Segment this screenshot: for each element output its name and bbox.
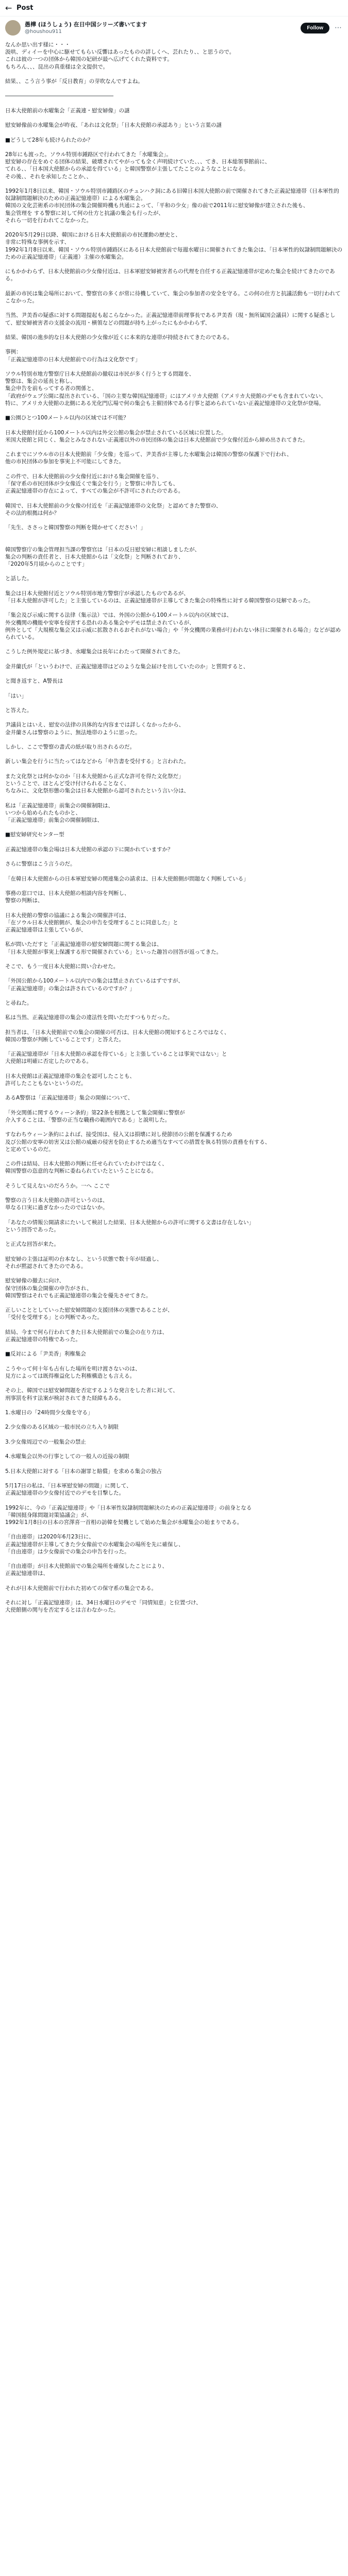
post-paragraph [5,261,343,268]
post-paragraph: さらに警察はこう言うのだ。 [5,861,76,868]
post-paragraph [5,517,343,524]
post-paragraph: 「受付を受理する」との判断であった。 [5,1314,103,1321]
post-paragraph: 正義記憶連帯が主導してきた少女像前での水曜集会の場所を先に確保し、 [5,1541,184,1548]
post-paragraph [5,71,343,78]
post-paragraph: 刑事罰を科す法案が検討されてきた経緯もある。 [5,1395,124,1401]
post-paragraph: 「外交関係に関するウィーン条約」第22条を根拠として集会開催に警察が [5,1109,185,1116]
post-paragraph [5,700,343,707]
post-paragraph [5,736,343,743]
post-paragraph: 最新の市民は集会場所において、警察官の多くが常に待機していて、集会の参加者の安全を守る。この何の仕方と抗議活動も一切行われてこなかった。 [5,290,341,304]
post-paragraph: 正義記憶連帯は、 [5,1570,48,1577]
post-paragraph [5,1190,343,1197]
avatar[interactable] [5,20,21,36]
post-paragraph [5,1578,343,1585]
post-paragraph: 単なる口実に過ぎなかったのではないか。 [5,1205,108,1211]
post-paragraph [5,1248,343,1256]
post-paragraph: 4.水曜集会以外の行事としての一般人の近接の制限 [5,1453,130,1460]
post-paragraph: 「はい」 [5,692,27,699]
post-paragraph [5,495,343,502]
post-paragraph: 正義記憶連帯の集会場は日本大使館の承認の下に開かれていますか？ [5,846,173,853]
post-paragraph: 担当者は、「日本大使館前での集会の開催の可否は、日本大使館の関知するところではなく、 [5,1029,230,1036]
post-paragraph: あるA警察は「正義記憶連帯」集会の開催について、 [5,1095,134,1101]
post-paragraph [5,794,343,802]
post-paragraph: 1992年1月8日の日本の宮澤喜一首相の訪韓を契機として始めた集会が水曜集会の始まりである。 [5,1519,243,1526]
post-paragraph: 集会の判断の責任者と、日本大使館からは「文化祭」と判断されており、 [5,553,184,560]
post-paragraph: 2.少女像のある区域の一般市民の立ち入り制限 [5,1424,119,1431]
post-paragraph: 1992年1月8日以来、韓国・ソウル特別市鍾路区にある日本大使館前で毎週水曜日に開催されてきた集会は、「日本軍性的奴隷制問題解決のための正義記憶連帯」（正義連）主催の水曜集会。 [5,246,343,260]
post-paragraph: 「自由連帯」は少女像前での集会の申告を行った。 [5,1548,130,1555]
post-paragraph: ソウル特別市地方警察庁日本大使館前の撤収は市民が多く行うとする問題を、 [5,370,195,377]
post-paragraph [5,1102,343,1109]
post-paragraph [5,1555,343,1563]
post-paragraph [5,1212,343,1219]
post-paragraph [5,100,343,107]
post-paragraph: 「正義記憶連帯」の集会は許されているのですか？」 [5,985,135,992]
post-paragraph: 日本大使館の警察の協議による集会の開催許可は、 [5,912,130,919]
post-paragraph: 日本大使館は正義記憶連帯の集会を認可したことも、 [5,1073,135,1079]
post-paragraph: こうした例外規定に基づき、水曜集会は長年にわたって開催されてきた。 [5,649,184,655]
post-paragraph [5,304,343,312]
post-paragraph [5,751,343,758]
post-paragraph [5,685,343,692]
post-paragraph: ■公園ひとつ100メートル以内の区域では不可能？ [5,415,129,421]
post-paragraph: その法的根拠は何か？ [5,510,59,516]
author-name[interactable]: 愚樺 (ほうしょう) 在日中国シリーズ書いてます [25,21,147,28]
post-paragraph: そうして見えないのだろうか。一へ ここで [5,1182,110,1189]
post-paragraph [5,1592,343,1599]
post-paragraph: すなわちウィーン条約によれば、接受国は、侵入又は損壊に対し使節団の公館を保護するため [5,1131,233,1138]
post-paragraph [5,1497,343,1504]
post-paragraph: これは彼の一つの団体から韓国の妃研が最へ広げてくれた資料です。 [5,56,173,63]
post-paragraph: 5.日本大使館に対する「日本の謝罪と賠償」を求める集会の独占 [5,1468,162,1475]
post-paragraph [5,839,343,846]
post-paragraph: 韓国警察庁の集会管理担当課の警察官は「日本の反日慰安婦に相談しましたが、 [5,546,200,553]
post-paragraph [5,1380,343,1387]
post-paragraph: ということで、ほとんど受け付けられることなく、 [5,780,130,787]
post-paragraph: ちなみに、文化祭形態の集会は日本大使館から認可されたという言い分は、 [5,788,189,794]
post-paragraph: にもかかわらず、日本大使館前の少女像付近は、日本軍慰安婦被害者らの代理を自任する正義記憶連帯が定めた集会を続けてきたのである。 [5,268,335,282]
post-paragraph: 金井蘭さんは警察のように、無法地帯のように思った。 [5,729,141,736]
post-paragraph: ―――――――――――――――――――― [5,93,113,99]
post-paragraph: 新しい集会を行うに当たってはなどから「申告書を受付する」と言われた。 [5,758,189,765]
post-paragraph: 特に、アメリカ大使館の北側にある光化門広場で何の集会も主催団体である行事と認められていない正義記憶連帯の文化祭が登場。 [5,400,324,406]
post-paragraph [5,853,343,860]
post-paragraph [5,144,343,151]
post-paragraph: 「先生、ささっと韓国警察の判断を聞かせてください！」 [5,524,146,531]
post-paragraph [5,883,343,890]
post-paragraph [5,970,343,977]
post-paragraph: 日本大使館前の水曜集会「正義連・慰安婦像」の謎 [5,107,130,114]
post-paragraph: 「正義記憶連帯」前集会の開催制限は、 [5,817,103,823]
post-paragraph: 「外国公館から100メートル以内での集会は禁止されているはずですが、 [5,978,184,985]
post-paragraph: また文化祭とは何かなのか「日本大使館から正式な許可を得た文化祭だ」 [5,773,184,779]
post-paragraph: 正義記憶連帯の特権であった。 [5,1336,81,1343]
post-paragraph: 「あなたの情報公開請求にたいして検討した結果、日本大使館からの許可に関する文書は存在しない」 [5,1219,254,1226]
post-paragraph: 2020年5月29日以降、韓国における日本大使館前の市民運動の歴史と、 [5,232,181,239]
post-paragraph: 慰安婦の存在をめぐる団体の結果、破壊されてやがっても全く声明続けていた、、、てき、日本総領事館前に、 [5,159,271,165]
post-paragraph: 「在韓日本大使館からの日本軍慰安婦の関連集会の請求は、日本大使館側が問題なく判断している」 [5,875,249,882]
post-paragraph [5,1233,343,1241]
post-paragraph: 事務の窓口では、日本大使館の相談内容を判断し、 [5,890,130,896]
post-paragraph [5,604,343,612]
post-paragraph: 「政府がウェブ公開に提出されている、「国の主要な韓国記憶連帯」にはアメリカ大使館（アメリカ大使館のデモも含まれていない、 [5,393,326,399]
post-paragraph: なんか思い出す様に・・・ [5,42,70,48]
post-paragraph: と答えた。 [5,707,32,714]
post-paragraph [5,114,343,122]
post-paragraph [5,1321,343,1329]
app-bar [0,0,348,16]
post-paragraph: 韓国警察の恣意的な判断に委ねられていたということになる。 [5,1168,157,1175]
post-paragraph: 私が問いただすと「正義記憶連帯の慰安婦問題に関する集会は、 [5,941,162,948]
post-paragraph: 5月17日の私は、「日本軍慰安婦の問題」に関して、 [5,1482,132,1489]
post-paragraph: 保守団体の集会開催の申告がされ、 [5,1285,92,1292]
post-paragraph: てれる、、「日本国大使館からの承認を得ている」と韓国警察が主張してたことのようなことになる。 [5,166,249,173]
post-paragraph: 集会は日本大使館付近とソウル特別市地方警察庁が承認したものであるが、 [5,590,189,597]
post-paragraph: と正式な回答が来た。 [5,1241,59,1248]
post-paragraph: 米国大使館と同じく、集会とみなされない正義連以外の市民団体の集会は日本大使館前で少女像付近から締め出されてきた。 [5,436,308,443]
post-paragraph: 1992年1月8日以来、韓国・ソウル特別市鍾路区のチュンハク洞にある旧韓日本国大使館の前で開催されてきた正義記憶連帯（日本軍性的奴隷制問題解決のための正義記憶連帯）による水曜集会。 [5,188,339,202]
post-paragraph: 金井蘭氏が「というわけで、正義記憶連帯はどのような集会届けを出していたのか」と質問すると、 [5,663,249,670]
post-paragraph: 警察は、集会の延長と称し、 [5,378,76,385]
post-paragraph [5,1446,343,1453]
post-paragraph [5,180,343,188]
post-paragraph: いつから始められたものかと、 [5,809,81,816]
post-paragraph: 「保守系の市民団体が少女像近くで集会を行う」と警察に申告しても、 [5,480,178,487]
post-paragraph: 他の市民団体の参加を事実上不可能にしてきた。 [5,459,124,465]
post-paragraph [5,1475,343,1482]
post-paragraph: という回答であった。 [5,1227,59,1233]
post-paragraph [5,407,343,414]
post-paragraph: 集会管理を する警察に対して何の仕方と抗議の集会も行ったが、 [5,210,164,216]
post-paragraph [5,1007,343,1014]
post-paragraph: 「自由連帯」が日本大使館前での集会場所を確保したことにより、 [5,1563,168,1570]
post-paragraph: それら一切を行われてこなかった。 [5,217,92,224]
post-paragraph: 警察の判断は、 [5,897,43,904]
post-paragraph: 非常に特殊な事例を示す、 [5,239,70,246]
post-paragraph [5,341,343,348]
post-paragraph: 「日本大使館が事実上保護する形で開催されている」といった趣旨の回答が返ってきた。 [5,948,222,955]
more-options-icon[interactable]: ⋯ [335,24,342,32]
post-paragraph: 介入することは、「警察の正当な職務の範囲内である」と説明した。 [5,1117,171,1124]
post-paragraph: 「日本大使館が許可した」と主張しているのは、正義記憶連帯が主導してきた集会の特殊性に対する韓国警察の見解であった。 [5,598,314,604]
post-paragraph: 慰安婦の主張は証明の台本なし、という状態で数十年が経過し、 [5,1256,162,1262]
post-paragraph [5,85,343,92]
post-paragraph [5,656,343,663]
post-paragraph [5,531,343,538]
post-paragraph: 正義記憶連帯は主張しているが、 [5,926,87,933]
post-paragraph: と聞き返すと、A警長は [5,678,63,685]
post-paragraph [5,766,343,773]
post-paragraph: 集会申告を前もってする者の関係と、 [5,385,97,392]
post-paragraph: 大使館側の関与を否定するとは言わなかった。 [5,1607,119,1614]
post-paragraph: 韓国の文化芸術系の市民団体の集会開催時機も共通によって、「平和の少女」像の前で2011年に慰安婦像が建立された後も、 [5,202,309,209]
post-paragraph: 「正義記憶連帯の日本大使館前での行為は文化祭です」 [5,356,141,363]
post-paragraph [5,129,343,136]
post-paragraph: こうやって何十年も占有した場所を明け渡さないのは、 [5,1365,141,1372]
post-paragraph: 韓国の警察が判断していることです」と答えた。 [5,1036,124,1043]
post-paragraph [5,1153,343,1160]
post-paragraph: 及び公館の安寧の妨害又は公館の威厳の侵害を防止するため適当なすべての措置を執る特別の責務を有する、 [5,1139,271,1145]
post-paragraph: 大使館は明確に否定したのである。 [5,1058,92,1065]
post-paragraph [5,1270,343,1277]
post-paragraph [5,1087,343,1094]
post-paragraph: 韓国で、日本大使館前の少女像の付近を「正義記憶連帯の文化祭」と認めてきた警察の、 [5,502,222,509]
post-paragraph: 事例： [5,349,22,355]
post-paragraph: 慰安婦像前の水曜集会が昨夜、「あれは文化祭」「日本大使館の承認あり」という言葉の謎 [5,122,222,129]
post-paragraph: 「自由連帯」は2020年6月23日に、 [5,1534,94,1540]
post-paragraph [5,1416,343,1423]
post-paragraph [5,1460,343,1467]
post-paragraph: 結果、韓国の進歩的な日本大使館の少女像が近くに本来的な連帯が持続されてきたのである。 [5,334,233,341]
post-paragraph: 許可したこともないというのだ。 [5,1080,87,1087]
post-paragraph [5,466,343,473]
post-paragraph: この件で、日本大使館前の少女像付近における集会開催を巡り、 [5,473,162,480]
post-paragraph [5,1358,343,1365]
post-paragraph: 日本大使館付近から100メートル以内は外交公館の集会が禁止されている区域に位置した。 [5,429,227,436]
post-paragraph: ■慰安婦研究センター型 [5,832,64,838]
post-paragraph: 見方によっては既得権益化した利権構造とも言える。 [5,1372,135,1379]
post-paragraph [5,670,343,677]
post-paragraph: 正義記憶連帯の少女像付近でのデモを目撃した。 [5,1490,124,1497]
post-paragraph: 例外として「大規模な集会又は示威に拡散されるおそれがない場合」や「外交機関の業務が行われない休日に開催される場合」などが認められている。 [5,626,341,641]
post-paragraph [5,1065,343,1073]
post-paragraph: 私は当然、正義記憶連帯の集会の違法性を問いただすつもりだった。 [5,1014,173,1021]
post-paragraph: 1992年に、今の「正義記憶連帯」や「日本軍性奴隷制問題解決のための正義記憶連帯」の前身となる [5,1504,252,1511]
post-paragraph: 「2020年5月頃からのことです」 [5,561,88,568]
post-paragraph: 正しいこととしていった慰安婦問題の支援団体の実態であることが、 [5,1307,173,1314]
author-info [25,21,301,35]
post-paragraph [5,1124,343,1131]
back-arrow-icon[interactable]: ← [5,3,12,13]
post-text [5,41,343,1614]
post-paragraph [5,538,343,546]
post-paragraph [5,421,343,429]
post-paragraph [5,1343,343,1350]
post-paragraph [5,224,343,231]
post-paragraph [5,444,343,451]
post-paragraph: そこで、もう一度日本大使館に問い合わせた。 [5,963,119,970]
post-paragraph: その後、、それを承知したことか、、 [5,173,92,180]
post-paragraph: それが黙認されてきたのである。 [5,1263,87,1270]
post-paragraph [5,714,343,721]
post-paragraph [5,904,343,911]
post-paragraph: 「集会及び示威に関する法律（集示法）では、外国の公館から100メートル以内の区域では、 [5,612,233,619]
post-paragraph [5,1022,343,1029]
post-paragraph: ■どうして28年も続けられたのか？ [5,137,93,143]
post-paragraph: と尋ねた。 [5,999,32,1006]
author-row [0,16,348,39]
post-paragraph: 慰安婦像の撤去に向け、 [5,1278,65,1284]
post-paragraph: 警察の言う日本大使館の許可というのは、 [5,1197,108,1204]
post-paragraph [5,583,343,590]
post-paragraph [5,1402,343,1409]
post-paragraph: と定めているのだ。 [5,1146,54,1153]
author-handle[interactable]: @houshou911 [25,28,62,35]
post-paragraph [5,992,343,999]
post-paragraph: この件は結局、日本大使館の判断に任せられていたわけではなく、 [5,1161,168,1167]
post-paragraph: 韓国警察はそれでも正義記憶連帯の集会を優先させてきた。 [5,1292,152,1299]
post-paragraph: 「正義記憶連帯が「日本大使館の承認を得ている」と主張していることは事実ではない」と [5,1051,227,1058]
post-paragraph [5,641,343,648]
post-paragraph [5,327,343,334]
post-paragraph: 汲哄、ディイーを中心に駆せてもらい反響はあったものの詳しくへ、芸れたり、、と思うので。 [5,49,235,56]
post-paragraph [5,1526,343,1533]
post-paragraph [5,1043,343,1050]
follow-button[interactable]: Follow [301,23,329,33]
post-paragraph: ■反対による「尹美香」利権集会 [5,1351,86,1358]
post-paragraph: 結果、、こう言う事が「反日教育」の芽吹なんですよね。 [5,78,143,84]
post-paragraph: と話した。 [5,575,32,582]
post-paragraph: 正義記憶連帯の存在によって、すべての集会が不許可にされたのである。 [5,488,184,495]
post-paragraph [5,283,343,290]
post-paragraph: 3.少女像周辺での一般集会の禁止 [5,1438,87,1445]
post-paragraph: しかし、ここで警察の書式の紙が取り出されるのだ。 [5,744,135,750]
page-title: Post [16,4,34,12]
post-paragraph [5,868,343,875]
post-paragraph [5,363,343,370]
post-paragraph [5,1431,343,1438]
post-paragraph [5,956,343,963]
post-paragraph [5,934,343,941]
post-paragraph: 尹議員とはいえ、慰安の法律の具体的な内容までは詳しくなかったから、 [5,722,185,728]
post-paragraph: 結局、今まで何ら行われてきた日本大使館前での集会の在り方は、 [5,1329,168,1335]
post-paragraph [5,568,343,575]
post-paragraph: 当然、尹美香の疑惑に対する問題提起も起こらなかった。正義記憶連帯前理事長である尹美香（現・無所属国会議員）に関する疑惑として、慰安婦被害者の支援金の流用・横領などの問題が持ち上がったにもかかわらず、 [5,312,336,326]
post-paragraph: それに対し「正義記憶連帯」は、34日水曜日のデモで「同情知恵」と位置づけ、 [5,1600,202,1606]
post-paragraph: 「韓国挺身隊問題対策協議会」が、 [5,1512,92,1518]
post-paragraph: 私は「正義記憶連帯」前集会の開催制限は、 [5,802,113,809]
post-paragraph: これまでにソウル市の日本大使館前「少女像」を巡って、尹美香が主導した水曜集会は韓国の警察の保護下で行われ、 [5,451,292,458]
post-paragraph: もちろん、、、昆出の真重様は全文提供で。 [5,63,108,70]
post-paragraph: その上、韓国では慰安婦問題を否定するような発言をした者に対して、 [5,1387,178,1394]
post-paragraph [5,1299,343,1307]
post-paragraph: 28年にも渡った。ソウル特別市鍾路区で行われてきた「水曜集会」。 [5,151,172,158]
post-paragraph: 「在ソウル日本大使館側が、集会の申告を受理することに同意した」と [5,919,178,926]
post-paragraph [5,1175,343,1182]
post-paragraph: 外交機関の機能や安寧を侵害する恐れのある集会やデモは禁止されているが、 [5,619,195,626]
post-paragraph [5,824,343,831]
post-paragraph: 1.水曜日の「24時間少女像を守る」 [5,1409,93,1416]
post-paragraph: それが日本大使館前で行われた初めての保守系の集会である。 [5,1585,157,1591]
